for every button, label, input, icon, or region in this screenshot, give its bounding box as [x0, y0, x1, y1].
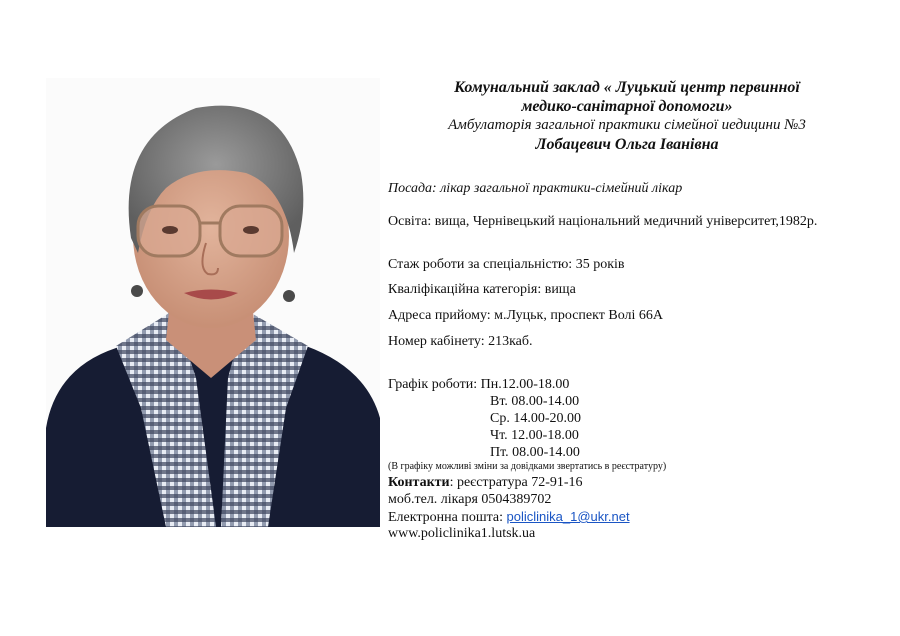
website-text: www.policlinika1.lutsk.ua [388, 526, 536, 541]
education-text: Освіта: вища, Чернівецький національний медичний університет,1982р. [388, 214, 818, 229]
work-schedule [388, 376, 581, 461]
schedule-note: (В графіку можливі зміни за довідками звертатись в реєстратуру) [388, 461, 667, 472]
ambulatory-name: Амбулаторія загальної практики сімейної иедицини №3 [448, 117, 806, 133]
address-text: Адреса прийому: м.Луцьк, проспект Волі 66А [388, 308, 663, 323]
contacts-label: Контакти [388, 475, 450, 490]
schedule-friday: Пт. 08.00-14.00 [490, 445, 580, 460]
doctor-name: Лобацевич Ольга Іванівна [535, 136, 719, 153]
schedule-label: Графік роботи: [388, 377, 478, 392]
experience-text: Стаж роботи за спеціальністю: 35 років [388, 257, 625, 272]
schedule-monday: Пн.12.00-18.00 [480, 377, 570, 392]
email-label: Електронна пошта: [388, 510, 507, 525]
contacts-line [388, 474, 583, 491]
schedule-tuesday: Вт. 08.00-14.00 [490, 394, 580, 409]
email-link[interactable]: policlinika_1@ukr.net [506, 509, 630, 524]
doctor-portrait-photo [46, 78, 380, 527]
clinic-name-line1: Комунальний заклад « Луцький центр первинної [454, 79, 800, 96]
schedule-wednesday: Ср. 14.00-20.00 [490, 411, 581, 426]
category-text: Кваліфікаційна категорія: вища [388, 282, 576, 297]
contacts-registry: : реєстратура 72-91-16 [449, 475, 583, 490]
schedule-thursday: Чт. 12.00-18.00 [490, 428, 579, 443]
email-line [388, 508, 630, 526]
position-text: Посада: лікар загальної практики-сімейний лікар [388, 181, 683, 196]
clinic-name-line2: медико-санітарної допомоги» [521, 98, 733, 115]
cabinet-text: Номер кабінету: 213каб. [388, 334, 533, 349]
clinic-header [392, 78, 862, 154]
mobile-text: моб.тел. лікаря 0504389702 [388, 492, 552, 507]
